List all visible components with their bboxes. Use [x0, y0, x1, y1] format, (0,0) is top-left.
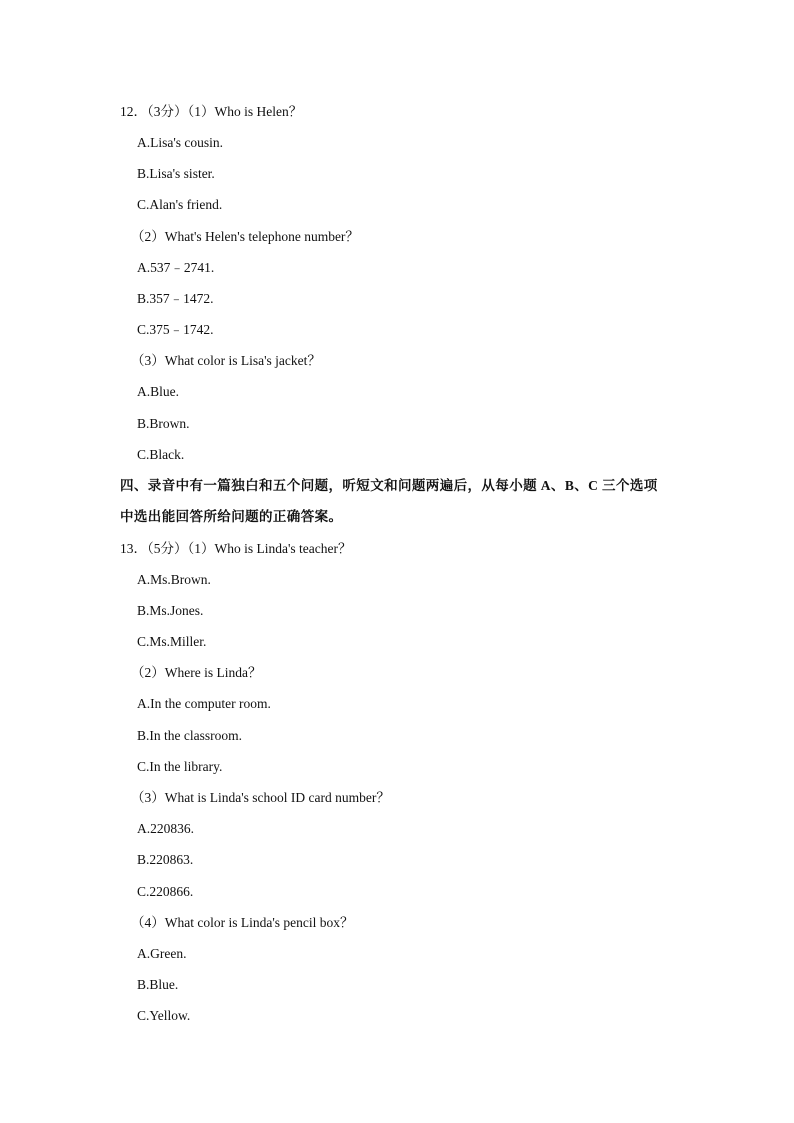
q13-s3-option-c: C.220866.: [137, 884, 194, 899]
q12-s1-option-a: A.Lisa's cousin.: [137, 135, 224, 150]
q12-s2-option-b: B.357﹣1472.: [137, 291, 214, 306]
q12-s1-option-b: B.Lisa's sister.: [137, 166, 215, 181]
q13-s2-option-c: C.In the library.: [137, 759, 223, 774]
q12-s2-option-a: A.537﹣2741.: [137, 260, 215, 275]
section4-instruction-line2: 中选出能回答所给问题的正确答案。: [120, 509, 343, 524]
q12-s2-option-c: C.375﹣1742.: [137, 322, 214, 337]
q13-s1-option-a: A.Ms.Brown.: [137, 572, 211, 587]
q13-s2-option-b: B.In the classroom.: [137, 728, 242, 743]
section4-instruction-line1: 四、录音中有一篇独白和五个问题，听短文和问题两遍后，从每小题 A、B、C 三个选项: [120, 478, 658, 493]
q13-stem: 13．（5分）（1）Who is Linda's teacher？: [120, 541, 352, 556]
q13-s4-option-b: B.Blue.: [137, 977, 179, 992]
q13-s1-option-b: B.Ms.Jones.: [137, 603, 204, 618]
q12-s3-option-c: C.Black.: [137, 447, 185, 462]
q13-s4-question: （4）What color is Linda's pencil box？: [131, 915, 354, 930]
q13-s4-option-c: C.Yellow.: [137, 1008, 191, 1023]
q12-stem: 12．（3分）（1）Who is Helen？: [120, 104, 303, 119]
q13-s2-option-a: A.In the computer room.: [137, 696, 271, 711]
q12-s3-option-a: A.Blue.: [137, 384, 179, 399]
q13-s3-option-b: B.220863.: [137, 852, 194, 867]
q12-s3-question: （3）What color is Lisa's jacket？: [131, 353, 321, 368]
q13-s4-option-a: A.Green.: [137, 946, 187, 961]
q13-s3-option-a: A.220836.: [137, 821, 194, 836]
q13-s2-question: （2）Where is Linda？: [131, 665, 262, 680]
q13-s1-option-c: C.Ms.Miller.: [137, 634, 207, 649]
q12-s2-question: （2）What's Helen's telephone number？: [131, 229, 359, 244]
q13-s3-question: （3）What is Linda's school ID card number？: [131, 790, 390, 805]
q12-s3-option-b: B.Brown.: [137, 416, 190, 431]
q12-s1-option-c: C.Alan's friend.: [137, 197, 223, 212]
